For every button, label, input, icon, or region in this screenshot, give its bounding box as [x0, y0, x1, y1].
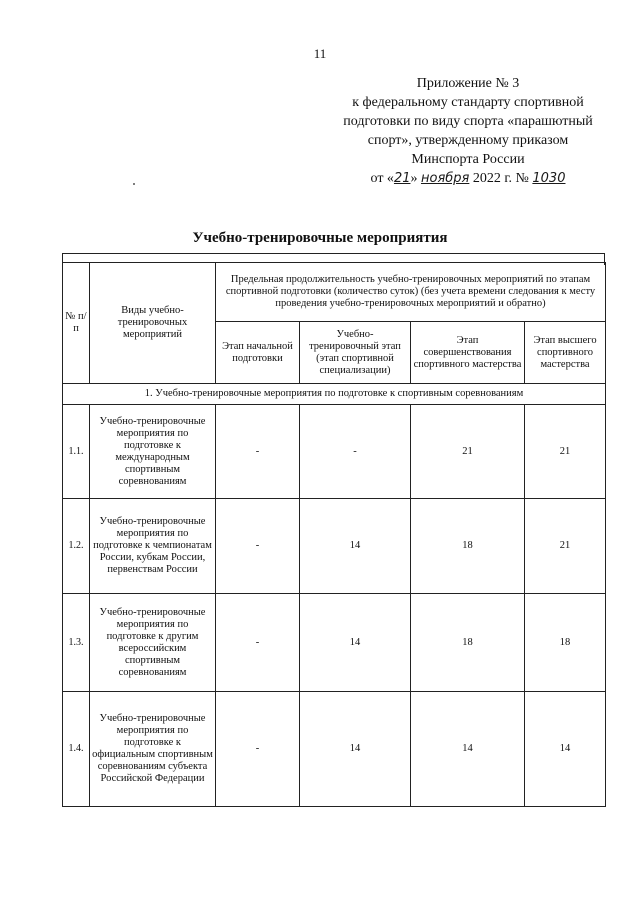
section-row	[63, 384, 606, 405]
appendix-line: Минспорта России	[411, 152, 525, 167]
row-value: -	[216, 499, 300, 594]
row-value: 14	[300, 499, 411, 594]
appendix-line: Приложение № 3	[416, 76, 520, 91]
row-name: Учебно-тренировочные мероприятия по подготовке к официальным спортивным соревнованиям субъекта Российской Федерации	[90, 692, 216, 807]
date-year: 2022 г. №	[472, 171, 529, 186]
row-value: 18	[525, 594, 606, 692]
row-name: Учебно-тренировочные мероприятия по подготовке к чемпионатам России, кубкам России, первенствам России	[90, 499, 216, 594]
row-value: -	[216, 692, 300, 807]
table-row	[63, 499, 606, 594]
handwritten-day: 21	[393, 171, 411, 186]
table-row	[63, 405, 606, 499]
order-date-line	[318, 169, 618, 188]
row-value: 18	[411, 594, 525, 692]
date-sep: »	[410, 171, 418, 186]
table-header-row	[63, 263, 606, 322]
training-events-table	[62, 262, 606, 807]
table-row	[63, 692, 606, 807]
header-number: № п/п	[63, 263, 90, 384]
scan-speck	[133, 183, 135, 185]
table-top-rule	[62, 253, 605, 254]
row-value: 18	[411, 499, 525, 594]
row-value: 14	[411, 692, 525, 807]
header-stage: Этап начальной подготовки	[216, 322, 300, 384]
row-value: -	[216, 405, 300, 499]
section-title: 1. Учебно-тренировочные мероприятия по подготовке к спортивным соревнованиям	[63, 384, 606, 405]
appendix-line: спорт», утвержденному приказом	[367, 133, 569, 148]
table-row	[63, 594, 606, 692]
header-kind: Виды учебно-тренировочных мероприятий	[90, 263, 216, 384]
row-value: 14	[300, 692, 411, 807]
appendix-line: подготовки по виду спорта «парашютный	[343, 114, 593, 129]
row-number: 1.3.	[63, 594, 90, 692]
row-value: -	[300, 405, 411, 499]
row-number: 1.1.	[63, 405, 90, 499]
row-number: 1.4.	[63, 692, 90, 807]
header-stage: Этап высшего спортивного мастерства	[525, 322, 606, 384]
document-title: Учебно-тренировочные мероприятия	[192, 230, 448, 246]
date-prefix: от «	[370, 171, 394, 186]
header-duration-group: Предельная продолжительность учебно-тренировочных мероприятий по этапам спортивной подготовки (количество суток) (без учета времени следования к месту проведения учебно-тренировочных мероприятий и обратно)	[216, 263, 606, 322]
row-value: 14	[300, 594, 411, 692]
row-name: Учебно-тренировочные мероприятия по подготовке к международным спортивным соревнованиям	[90, 405, 216, 499]
row-value: 21	[525, 499, 606, 594]
page-number: 11	[313, 46, 327, 61]
row-value: 14	[525, 692, 606, 807]
row-value: 21	[411, 405, 525, 499]
handwritten-month: ноября	[420, 171, 470, 186]
row-name: Учебно-тренировочные мероприятия по подготовке к другим всероссийским спортивным соревнованиям	[90, 594, 216, 692]
header-stage: Этап совершенствования спортивного мастерства	[411, 322, 525, 384]
handwritten-order-number: 1030	[532, 171, 566, 186]
header-stage: Учебно-тренировочный этап (этап спортивной специализации)	[300, 322, 411, 384]
row-value: -	[216, 594, 300, 692]
appendix-line: к федеральному стандарту спортивной	[352, 95, 584, 110]
appendix-header	[318, 74, 618, 188]
row-value: 21	[525, 405, 606, 499]
row-number: 1.2.	[63, 499, 90, 594]
